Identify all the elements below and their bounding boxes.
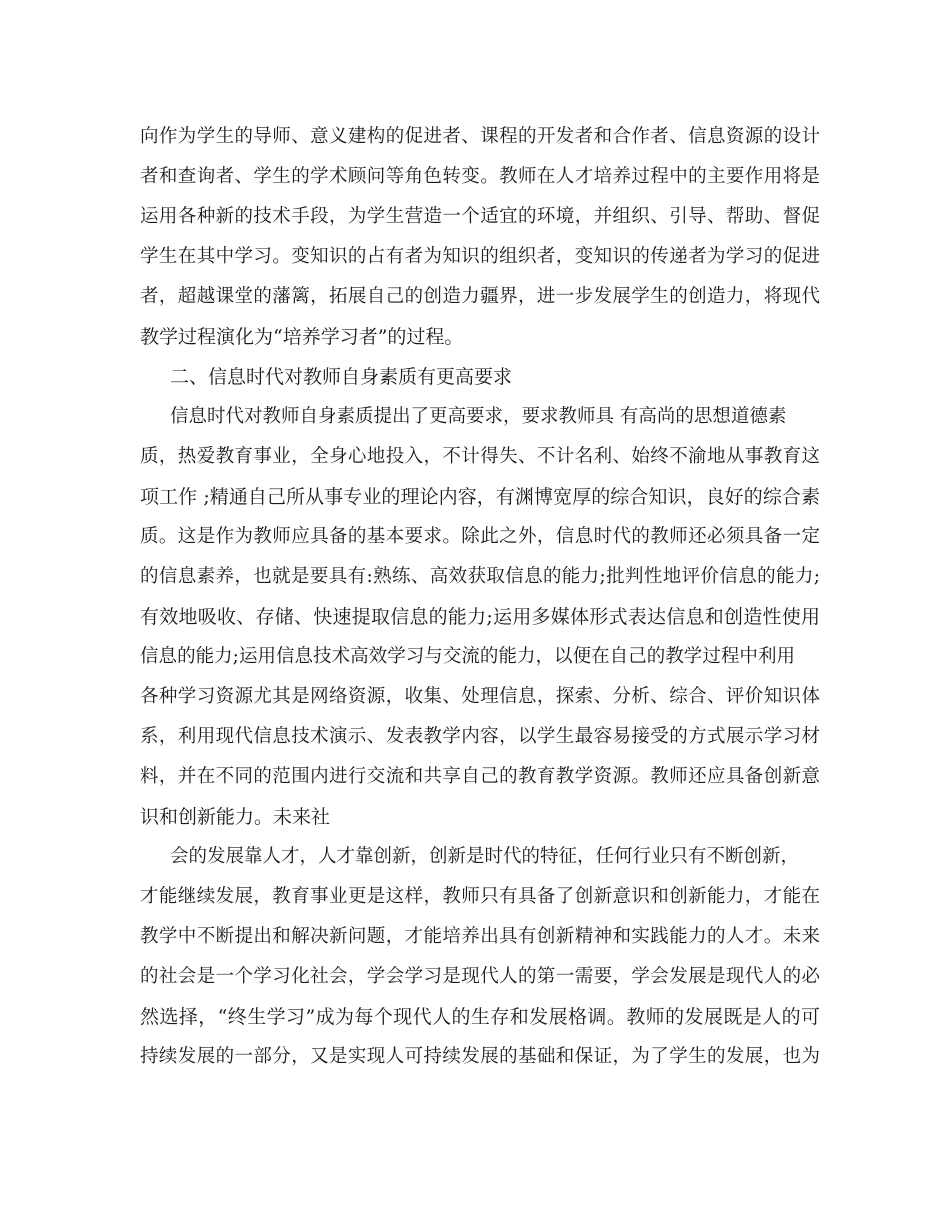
text-line: 的社会是一个学习化社会，学会学习是现代人的第一需要，学会发展是现代人的必 — [140, 966, 820, 987]
text-line: 各种学习资源尤其是网络资源，收集、处理信息，探索、分析、综合、评价知识体 — [140, 686, 820, 707]
text-line: 运用各种新的技术手段，为学生营造一个适宜的环境，并组织、引导、帮助、督促 — [140, 206, 820, 227]
text-line: 者和查询者、学生的学术顾问等角色转变。教师在人才培养过程中的主要作用将是 — [140, 166, 820, 187]
text-line: 会的发展靠人才，人才靠创新，创新是时代的特征，任何行业只有不断创新， — [170, 846, 800, 867]
text-line: 教学过程演化为“培养学习者”的过程。 — [140, 326, 464, 348]
text-line: 项工作 ;精通自己所从事专业的理论内容，有渊博宽厚的综合知识，良好的综合素 — [140, 486, 820, 508]
text-line: 有效地吸收、存储、快速提取信息的能力;运用多媒体形式表达信息和创造性使用 — [140, 606, 820, 628]
text-line: 的信息素养，也就是要具有:熟练、高效获取信息的能力;批判性地评价信息的能力; — [140, 566, 820, 587]
text-line: 学生在其中学习。变知识的占有者为知识的组织者，变知识的传递者为学习的促进 — [140, 246, 820, 267]
text-line: 才能继续发展，教育事业更是这样，教师只有具备了创新意识和创新能力，才能在 — [140, 886, 820, 907]
text-line: 质。这是作为教师应具备的基本要求。除此之外，信息时代的教师还必须具备一定 — [140, 526, 820, 547]
text-line: 持续发展的一部分，又是实现人可持续发展的基础和保证，为了学生的发展，也为 — [140, 1046, 820, 1067]
text-line: 信息的能力;运用信息技术高效学习与交流的能力，以便在自己的教学过程中利用 — [140, 646, 795, 667]
text-line: 向作为学生的导师、意义建构的促进者、课程的开发者和合作者、信息资源的设计 — [140, 126, 820, 147]
text-line: 质，热爱教育事业，全身心地投入，不计得失、不计名利、始终不渝地从事教育这 — [140, 446, 820, 467]
text-line: 然选择，“终生学习”成为每个现代人的生存和发展格调。教师的发展既是人的可 — [140, 1006, 820, 1028]
section-heading: 二、信息时代对教师自身素质有更高要求 — [170, 366, 513, 388]
text-line: 者，超越课堂的藩篱，拓展自己的创造力疆界，进一步发展学生的创造力，将现代 — [140, 286, 820, 307]
text-line: 系，利用现代信息技术演示、发表教学内容，以学生最容易接受的方式展示学习材 — [140, 726, 820, 747]
text-line: 识和创新能力。未来社 — [140, 806, 331, 828]
text-line: 料，并在不同的范围内进行交流和共享自己的教育教学资源。教师还应具备创新意 — [140, 766, 820, 787]
text-line: 教学中不断提出和解决新问题，才能培养出具有创新精神和实践能力的人才。未来 — [140, 926, 820, 947]
text-line: 信息时代对教师自身素质提出了更高要求，要求教师具 有高尚的思想道德素 — [170, 406, 787, 427]
